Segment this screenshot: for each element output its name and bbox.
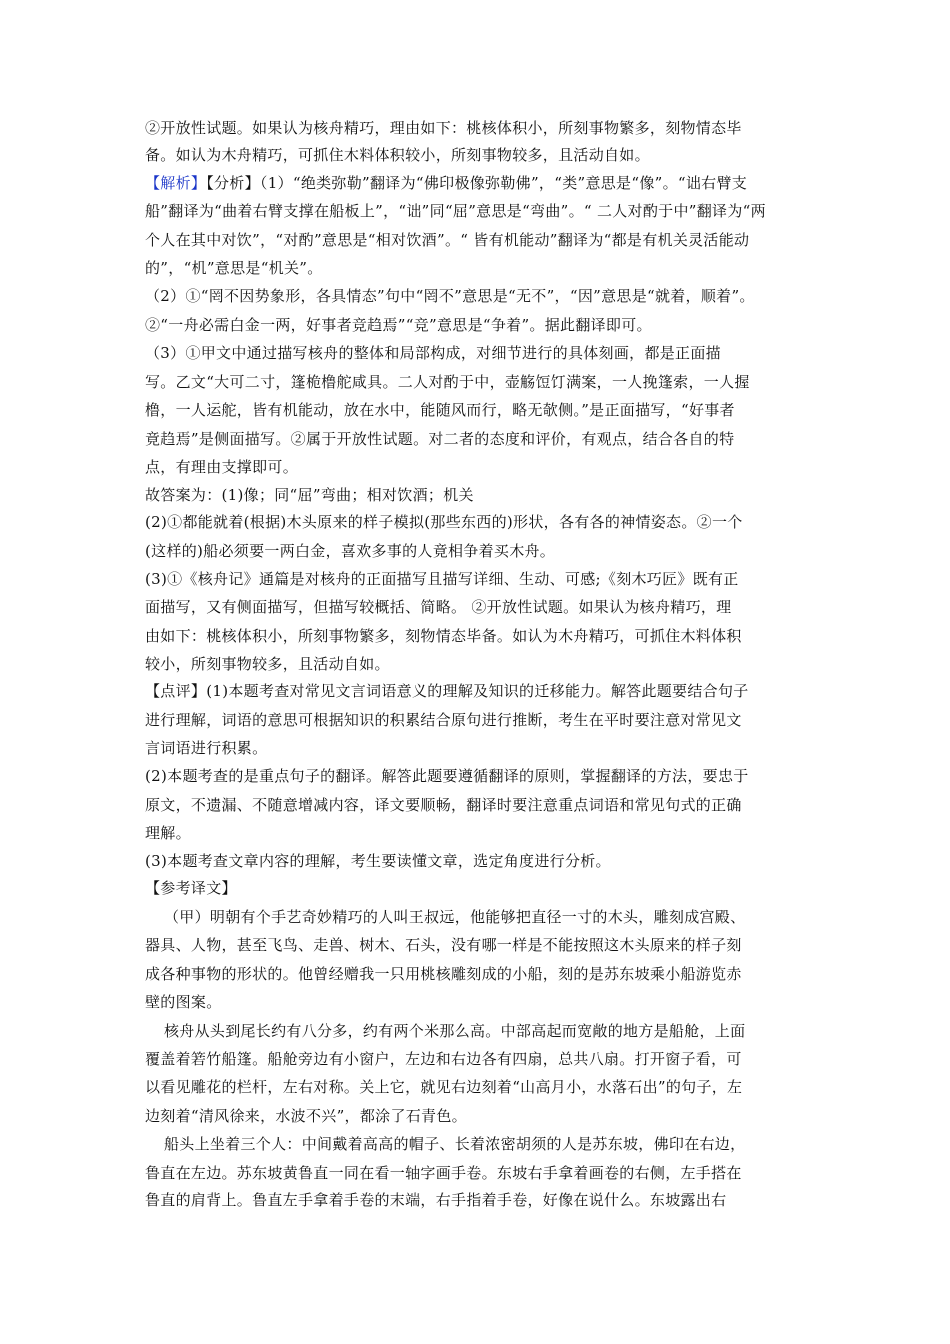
text-line: 备。如认为木舟精巧，可抓住木料体积较小，所刻事物较多，且活动自如。: [145, 146, 650, 164]
text-line: 的”，“机”意思是“机关”。: [145, 259, 323, 277]
text-line: 边刻着“清风徐来，水波不兴”，都涂了石青色。: [145, 1107, 467, 1125]
text-line: 点，有理由支撑即可。: [145, 458, 299, 476]
text-line: ②开放性试题。如果认为核舟精巧，理由如下：桃核体积小，所刻事物繁多，刻物情态毕: [145, 119, 742, 137]
text-line: 理解。: [145, 824, 191, 842]
text-line: 进行理解，词语的意思可根据知识的积累结合原句进行推断，考生在平时要注意对常见文: [145, 711, 742, 729]
text-line: 以看见雕花的栏杆，左右对称。关上它，就见右边刻着“山高月小，水落石出”的句子，左: [145, 1078, 743, 1096]
text-line: 面描写，又有侧面描写，但描写较概括、简略。 ②开放性试题。如果认为核舟精巧，理: [145, 598, 732, 616]
text-line: ②“一舟必需白金一两，好事者竞趋焉”“竞”意思是“争着”。据此翻译即可。: [145, 316, 652, 334]
text-line: 【点评】(1)本题考查对常见文言词语意义的理解及知识的迁移能力。解答此题要结合句子: [145, 682, 749, 700]
text-line: 覆盖着箬竹船篷。船舱旁边有小窗户，左边和右边各有四扇，总共八扇。打开窗子看，可: [145, 1050, 742, 1068]
fenxi-tag: 【分析】: [206, 174, 260, 192]
text-line: 橹，一人运舵，皆有机能动，放在水中，能随风而行，略无欹侧。”是正面描写，“好事者: [145, 401, 735, 419]
text-line: (3)①《核舟记》通篇是对核舟的正面描写且描写详细、生动、可感;《刻木巧匠》既有正: [145, 570, 739, 588]
text-line: 言词语进行积累。: [145, 739, 268, 757]
text-line: 写。乙文“大可二寸，篷桅橹舵咸具。二人对酌于中，壶觞饾饤满案，一人挽篷索，一人握: [145, 373, 750, 391]
text-line: 竟趋焉”是侧面描写。②属于开放性试题。对二者的态度和评价，有观点，结合各自的特: [145, 430, 735, 448]
text-line: (2)①都能就着(根据)木头原来的样子模拟(那些东西的)形状，各有各的神情姿态。②一个: [145, 513, 743, 531]
text-line: 较小，所刻事物较多，且活动自如。: [145, 655, 390, 673]
text-line: 鲁直的肩背上。鲁直左手拿着手卷的末端，右手指着手卷，好像在说什么。东坡露出右: [145, 1191, 727, 1209]
text-line: 【参考译文】: [145, 879, 237, 897]
text-line: 船头上坐着三个人：中间戴着高高的帽子、长着浓密胡须的人是苏东坡，佛印在右边，: [164, 1135, 746, 1153]
text-line: (这样的)船必须要一两白金，喜欢多事的人竟相争着买木舟。: [145, 542, 556, 560]
text-line: 核舟从头到尾长约有八分多，约有两个米那么高。中部高起而宽敞的地方是船舱，上面: [164, 1022, 746, 1040]
text-line: （甲）明朝有个手艺奇妙精巧的人叫王叔远，他能够把直径一寸的木头，雕刻成宫殿、: [164, 908, 746, 926]
text-line: 成各种事物的形状的。他曾经赠我一只用桃核雕刻成的小船，刻的是苏东坡乘小船游览赤: [145, 965, 742, 983]
text-line: （3）①甲文中通过描写核舟的整体和局部构成，对细节进行的具体刻画，都是正面描: [145, 344, 721, 362]
text-line: 壁的图案。: [145, 993, 222, 1011]
analysis-tag: 【解析】: [145, 174, 207, 192]
text-line: (3)本题考查文章内容的理解，考生要读懂文章，选定角度进行分析。: [145, 852, 611, 870]
text-line: 原文，不遗漏、不随意增减内容，译文要顺畅，翻译时要注意重点词语和常见句式的正确: [145, 796, 742, 814]
text-line: 器具、人物，甚至飞鸟、走兽、树木、石头，没有哪一样是不能按照这木头原来的样子刻: [145, 936, 742, 954]
text-line: 个人在其中对饮”，“对酌”意思是“相对饮酒”。“ 皆有机能动”翻译为“都是有机关灵活能动: [145, 231, 750, 249]
text-line: 由如下：桃核体积小，所刻事物繁多，刻物情态毕备。如认为木舟精巧，可抓住木料体积: [145, 627, 742, 645]
text-line: (2)本题考查的是重点句子的翻译。解答此题要遵循翻译的原则，掌握翻译的方法，要忠于: [145, 767, 749, 785]
text-line: 故答案为：(1)像；同“屈”弯曲；相对饮酒；机关: [145, 486, 474, 504]
text-line: 鲁直在左边。苏东坡黄鲁直一同在看一轴字画手卷。东坡右手拿着画卷的右侧，左手搭在: [145, 1164, 742, 1182]
text-line: [145, 173, 747, 193]
line-text: （1）“绝类弥勒”翻译为“佛印极像弥勒佛”，“类”意思是“像”。“诎右臂支: [259, 174, 748, 192]
text-line: （2）①“罔不因势象形，各具情态”句中“罔不”意思是“无不”，“因”意思是“就着，顺着”。: [145, 287, 755, 305]
text-line: 船”翻译为“曲着右臂支撑在船板上”，“诎”同“屈”意思是“弯曲”。“ 二人对酌于中”翻译为“两: [145, 202, 766, 220]
